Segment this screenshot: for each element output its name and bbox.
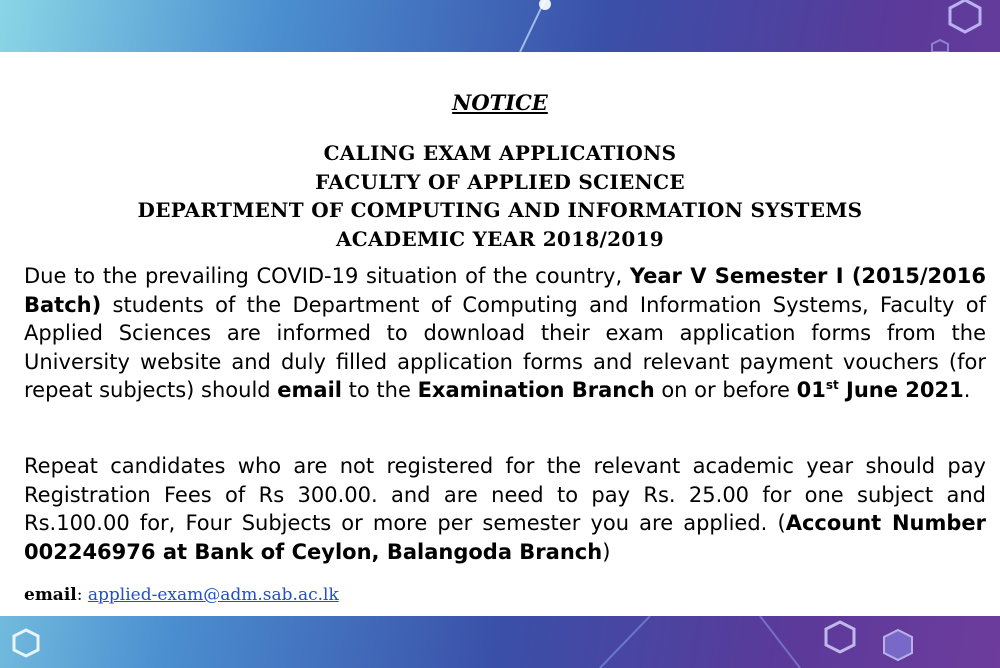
heading-line-2: FACULTY OF APPLIED SCIENCE bbox=[315, 170, 685, 194]
email-link[interactable]: applied-exam@adm.sab.ac.lk bbox=[87, 585, 339, 605]
heading-line-1: CALING EXAM APPLICATIONS bbox=[323, 141, 677, 165]
top-decorative-banner bbox=[0, 0, 1000, 52]
notice-paragraph-2: Repeat candidates who are not registered for the relevant academic year should pay Registration Fees of Rs 300.00. and are need to pay Rs. 25.00 for one subject and Rs.100.00 for, Four Subjects or more per semester you are applied. (Account Number 002246976 at Bank of Ceylon, Balangoda Branch) bbox=[24, 454, 986, 564]
contact-email-line: email: applied-exam@adm.sab.ac.lk bbox=[24, 585, 339, 605]
heading-line-3: DEPARTMENT OF COMPUTING AND INFORMATION SYSTEMS bbox=[137, 198, 863, 222]
notice-title: NOTICE bbox=[452, 90, 548, 115]
bottom-decorative-banner bbox=[0, 616, 1000, 668]
hexagon-icon bbox=[14, 630, 38, 656]
notice-paragraph-1: Due to the prevailing COVID-19 situation of the country, Year V Semester I (2015/2016 Batch) students of the Department of Computing and Information Systems, Faculty of Applied Sciences are informed to download their exam application forms from the University website and duly filled application forms and relevant payment vouchers (for repeat subjects) should email to the Examination Branch on or before 01st June 2021. bbox=[24, 264, 986, 402]
hexagon-icon bbox=[950, 0, 980, 32]
heading-line-4: ACADEMIC YEAR 2018/2019 bbox=[335, 227, 665, 251]
email-label: email bbox=[24, 585, 77, 605]
